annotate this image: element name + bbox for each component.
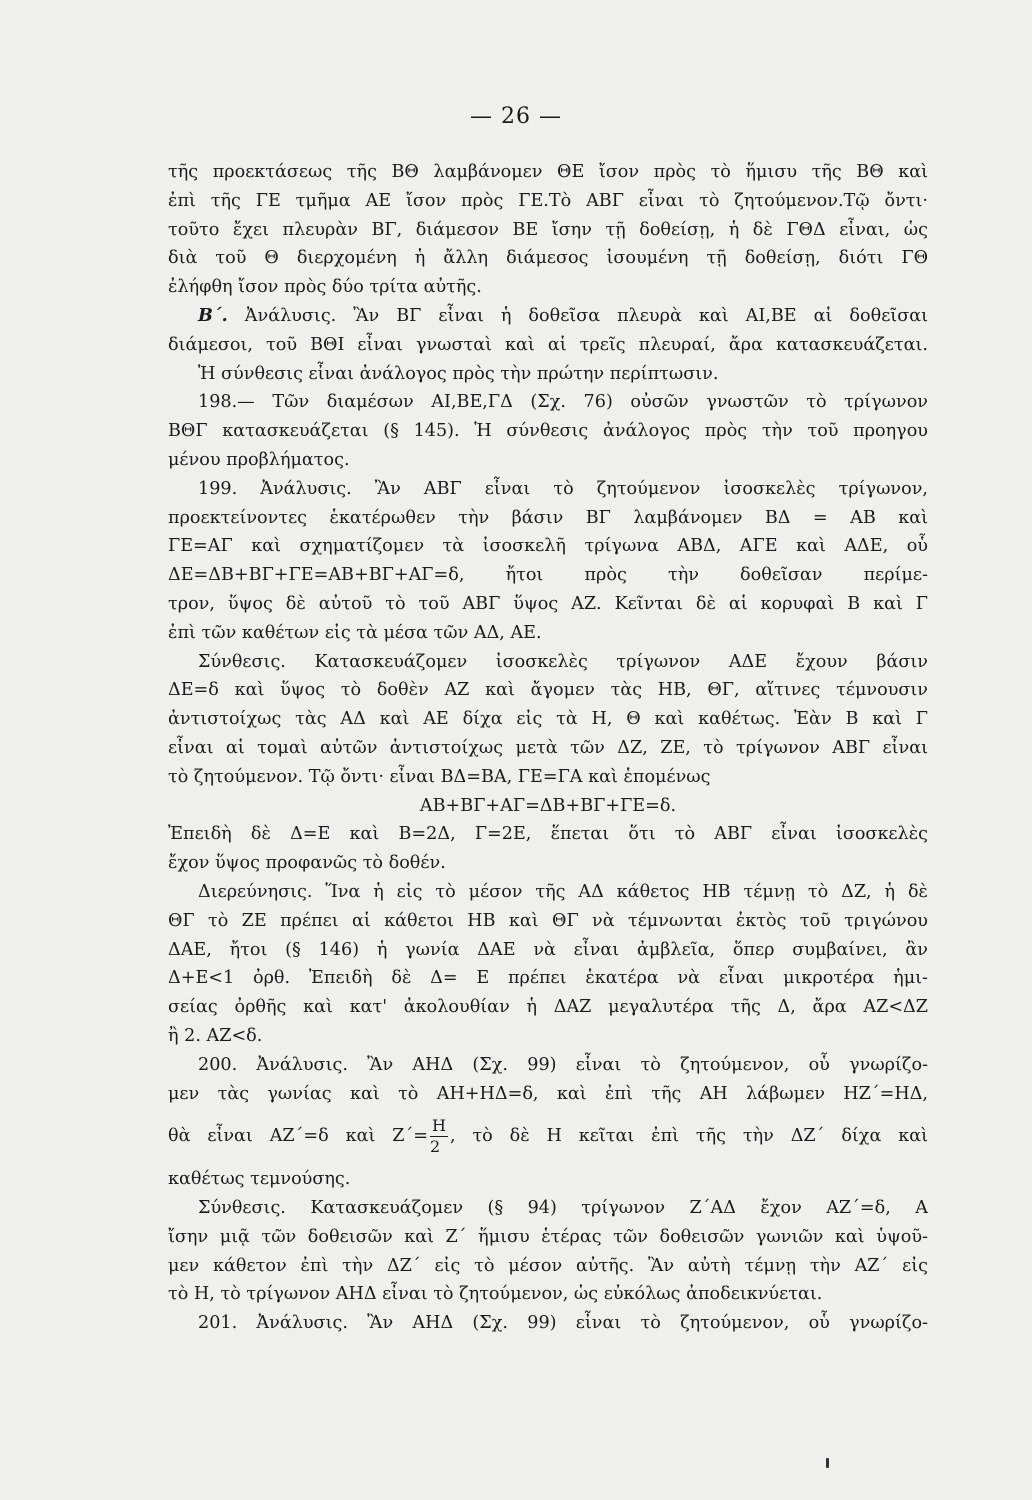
text-line-content: Διερεύνησις. Ἵνα ἡ εἰς τὸ μέσον τῆς ΑΔ κάθετος ΗΒ τέμνῃ τὸ ΔΖ, ἡ δὲ [198, 881, 928, 902]
text-line-content: Σύνθεσις. Κατασκευάζομεν ἰσοσκελὲς τρίγωνον ΑΔΕ ἔχουν βάσιν [198, 651, 928, 672]
text-line [168, 1280, 928, 1309]
text-line [168, 1194, 928, 1223]
text-line [168, 964, 928, 993]
text-line-content: μεν κάθετον ἐπὶ τὴν ΔΖ΄ εἰς τὸ μέσον αὐτῆς. Ἂν αὐτὴ τέμνῃ τὴν ΑΖ΄ εἰς [168, 1255, 928, 1276]
text-line-content: τῆς προεκτάσεως τῆς ΒΘ λαμβάνομεν ΘΕ ἴσον πρὸς τὸ ἥμισυ τῆς ΒΘ καὶ [168, 162, 928, 182]
text-line-content: τρον, ὕψος δὲ αὐτοῦ τὸ τοῦ ΑΒΓ ὕψος ΑΖ. Κεῖνται δὲ αἱ κορυφαὶ Β καὶ Γ [168, 593, 928, 614]
text-block-1 [168, 158, 928, 1108]
text-line-content: καθέτως τεμνούσης. [168, 1169, 351, 1190]
text-line [168, 158, 928, 187]
text-line-content: 199. Ἀνάλυσις. Ἂν ΑΒΓ εἶναι τὸ ζητούμενον ἰσοσκελὲς τρίγωνον, [198, 478, 928, 499]
body-text [168, 158, 928, 1338]
fraction-line [168, 1108, 928, 1165]
text-line [168, 1051, 928, 1080]
text-line [168, 1022, 928, 1051]
text-line [168, 1252, 928, 1281]
text-line-content: Ἀνάλυσις. Ἂν ΒΓ εἶναι ἡ δοθεῖσα πλευρὰ καὶ ΑΙ,ΒΕ αἱ δοθεῖσαι [244, 305, 928, 326]
text-line [168, 820, 928, 849]
text-line [168, 475, 928, 504]
text-line-content: μένου προβλήματος. [168, 449, 350, 470]
text-line-content: ἔχον ὕψος προφανῶς τὸ δοθέν. [168, 853, 446, 874]
text-line [168, 417, 928, 446]
text-line-content: διὰ τοῦ Θ διερχομένη ἡ ἄλλη διάμεσος ἰσουμένη τῇ δοθείσῃ, διότι ΓΘ [168, 248, 928, 269]
text-line-content: διάμεσοι, τοῦ ΒΘΙ εἶναι γνωσταὶ καὶ αἱ τρεῖς πλευραί, ἄρα κατασκευάζεται. [168, 334, 928, 355]
fraction-numerator: Η [432, 1115, 446, 1135]
text-line-content: ΑΒ+ΒΓ+ΑΓ=ΔΒ+ΒΓ+ΓΕ=δ. [419, 795, 677, 816]
text-line [168, 849, 928, 878]
text-line [168, 561, 928, 590]
ink-speck [826, 1458, 829, 1468]
text-line-content: ἴσην μιᾷ τῶν δοθεισῶν καὶ Ζ΄ ἥμισυ ἑτέρας τῶν δοθεισῶν γωνιῶν καὶ ὑψοῦ- [168, 1226, 928, 1247]
text-line-content: ΒΘΓ κατασκευάζεται (§ 145). Ἡ σύνθεσις ἀνάλογος πρὸς τὴν τοῦ προηγου [168, 421, 928, 442]
text-line-content: προεκτείνοντες ἑκατέρωθεν τὴν βάσιν ΒΓ λαμβάνομεν ΒΔ = ΑΒ καὶ [168, 507, 928, 528]
text-line-content: ἀντιστοίχως τὰς ΑΔ καὶ ΑΕ δίχα εἰς τὰ Η, Θ καὶ καθέτως. Ἐὰν Β καὶ Γ [168, 709, 928, 730]
text-line [168, 648, 928, 677]
text-line-content: ἢ 2. ΑΖ<δ. [168, 1025, 263, 1046]
text-line-content: ΘΓ τὸ ΖΕ πρέπει αἱ κάθετοι ΗΒ καὶ ΘΓ νὰ τέμνωνται ἐκτὸς τοῦ τριγώνου [168, 910, 928, 931]
text-line-content: Ἡ σύνθεσις εἶναι ἀνάλογος πρὸς τὴν πρώτην περίπτωσιν. [198, 363, 719, 384]
fraction-denominator: 2 [430, 1136, 441, 1156]
text-line [168, 907, 928, 936]
text-line [168, 763, 928, 792]
text-line [168, 360, 928, 389]
text-line [168, 1223, 928, 1252]
fraction [430, 1115, 448, 1156]
text-line [168, 878, 928, 907]
text-line-content: ἐπὶ τῆς ΓΕ τμῆμα ΑΕ ἴσον πρὸς ΓΕ.Τὸ ΑΒΓ εἶναι τὸ ζητούμενον.Τῷ ὄντι· [168, 190, 928, 211]
page-number: — 26 — [470, 104, 562, 129]
text-line-content: 201. Ἀνάλυσις. Ἂν ΑΗΔ (Σχ. 99) εἶναι τὸ ζητούμενον, οὗ γνωρίζο- [198, 1313, 928, 1334]
text-line [168, 446, 928, 475]
text-line-content: μεν τὰς γωνίας καὶ τὸ ΑΗ+ΗΔ=δ, καὶ ἐπὶ τῆς ΑΗ λάβωμεν ΗΖ΄=ΗΔ, [168, 1083, 928, 1104]
text-line-content: σείας ὀρθῆς καὶ κατ' ἀκολουθίαν ἡ ΔΑΖ μεγαλυτέρα τῆς Δ, ἄρα ΑΖ<ΔΖ [168, 997, 928, 1018]
fraction-line-after: , τὸ δὲ Η κεῖται ἐπὶ τῆς τὴν ΔΖ΄ δίχα καὶ [449, 1126, 928, 1147]
text-line [168, 187, 928, 216]
text-line-content: 200. Ἀνάλυσις. Ἂν ΑΗΔ (Σχ. 99) εἶναι τὸ ζητούμενον, οὗ γνωρίζο- [198, 1054, 928, 1075]
text-line [168, 244, 928, 273]
text-line [168, 302, 928, 331]
text-line [168, 792, 928, 821]
text-line [168, 1309, 928, 1338]
text-line [168, 1080, 928, 1109]
text-block-2 [168, 1165, 928, 1338]
section-label: Β΄. [198, 304, 228, 326]
text-line-content: ΓΕ=ΑΓ καὶ σχηματίζομεν τὰ ἰσοσκελῆ τρίγωνα ΑΒΔ, ΑΓΕ καὶ ΑΔΕ, οὗ [168, 536, 928, 557]
text-line [168, 388, 928, 417]
fraction-line-before: θὰ εἶναι ΑΖ΄=δ καὶ Ζ΄= [168, 1126, 429, 1147]
text-line-content: ΔΕ=ΔΒ+ΒΓ+ΓΕ=ΑΒ+ΒΓ+ΑΓ=δ, ἤτοι πρὸς τὴν δοθεῖσαν περίμε- [168, 565, 928, 586]
text-line-content: 198.— Τῶν διαμέσων ΑΙ,ΒΕ,ΓΔ (Σχ. 76) οὐσῶν γνωστῶν τὸ τρίγωνον [198, 392, 928, 413]
text-line [168, 676, 928, 705]
text-line-content: Ἐπειδὴ δὲ Δ=Ε καὶ Β=2Δ, Γ=2Ε, ἕπεται ὅτι τὸ ΑΒΓ εἶναι ἰσοσκελὲς [168, 824, 928, 845]
text-line [168, 734, 928, 763]
text-line [168, 331, 928, 360]
text-line [168, 936, 928, 965]
text-line [168, 619, 928, 648]
text-line-content: ΔΕ=δ καὶ ὕψος τὸ δοθὲν ΑΖ καὶ ἄγομεν τὰς ΗΒ, ΘΓ, αἵτινες τέμνουσιν [168, 680, 928, 701]
text-line-content: τὸ Η, τὸ τρίγωνον ΑΗΔ εἶναι τὸ ζητούμενον, ὡς εὐκόλως ἀποδεικνύεται. [168, 1284, 823, 1305]
text-line-content: ἐλήφθη ἴσον πρὸς δύο τρίτα αὐτῆς. [168, 277, 482, 298]
text-line [168, 532, 928, 561]
text-line [168, 1165, 928, 1194]
text-line [168, 705, 928, 734]
text-line [168, 993, 928, 1022]
text-line [168, 273, 928, 302]
text-line [168, 590, 928, 619]
text-line-content: τὸ ζητούμενον. Τῷ ὄντι· εἶναι ΒΔ=ΒΑ, ΓΕ=ΓΑ καὶ ἑπομένως [168, 766, 711, 787]
text-line-content: Σύνθεσις. Κατασκευάζομεν (§ 94) τρίγωνον Ζ΄ΑΔ ἔχον ΑΖ΄=δ, Α [198, 1198, 928, 1219]
text-line-content: τοῦτο ἔχει πλευρὰν ΒΓ, διάμεσον ΒΕ ἴσην τῇ δοθείσῃ, ἡ δὲ ΓΘΔ εἶναι, ὡς [168, 219, 928, 240]
text-line [168, 504, 928, 533]
text-line [168, 216, 928, 245]
text-line-content: ΔΑΕ, ἤτοι (§ 146) ἡ γωνία ΔΑΕ νὰ εἶναι ἀμβλεῖα, ὅπερ συμβαίνει, ἂν [168, 939, 928, 960]
text-line-content: Δ+Ε<1 ὀρθ. Ἐπειδὴ δὲ Δ= Ε πρέπει ἑκατέρα νὰ εἶναι μικροτέρα ἡμι- [168, 968, 928, 989]
text-line-content: εἶναι αἱ τομαὶ αὐτῶν ἀντιστοίχως μετὰ τῶν ΔΖ, ΖΕ, τὸ τρίγωνον ΑΒΓ εἶναι [168, 737, 928, 758]
text-line-content: ἐπὶ τῶν καθέτων εἰς τὰ μέσα τῶν ΑΔ, ΑΕ. [168, 622, 542, 643]
